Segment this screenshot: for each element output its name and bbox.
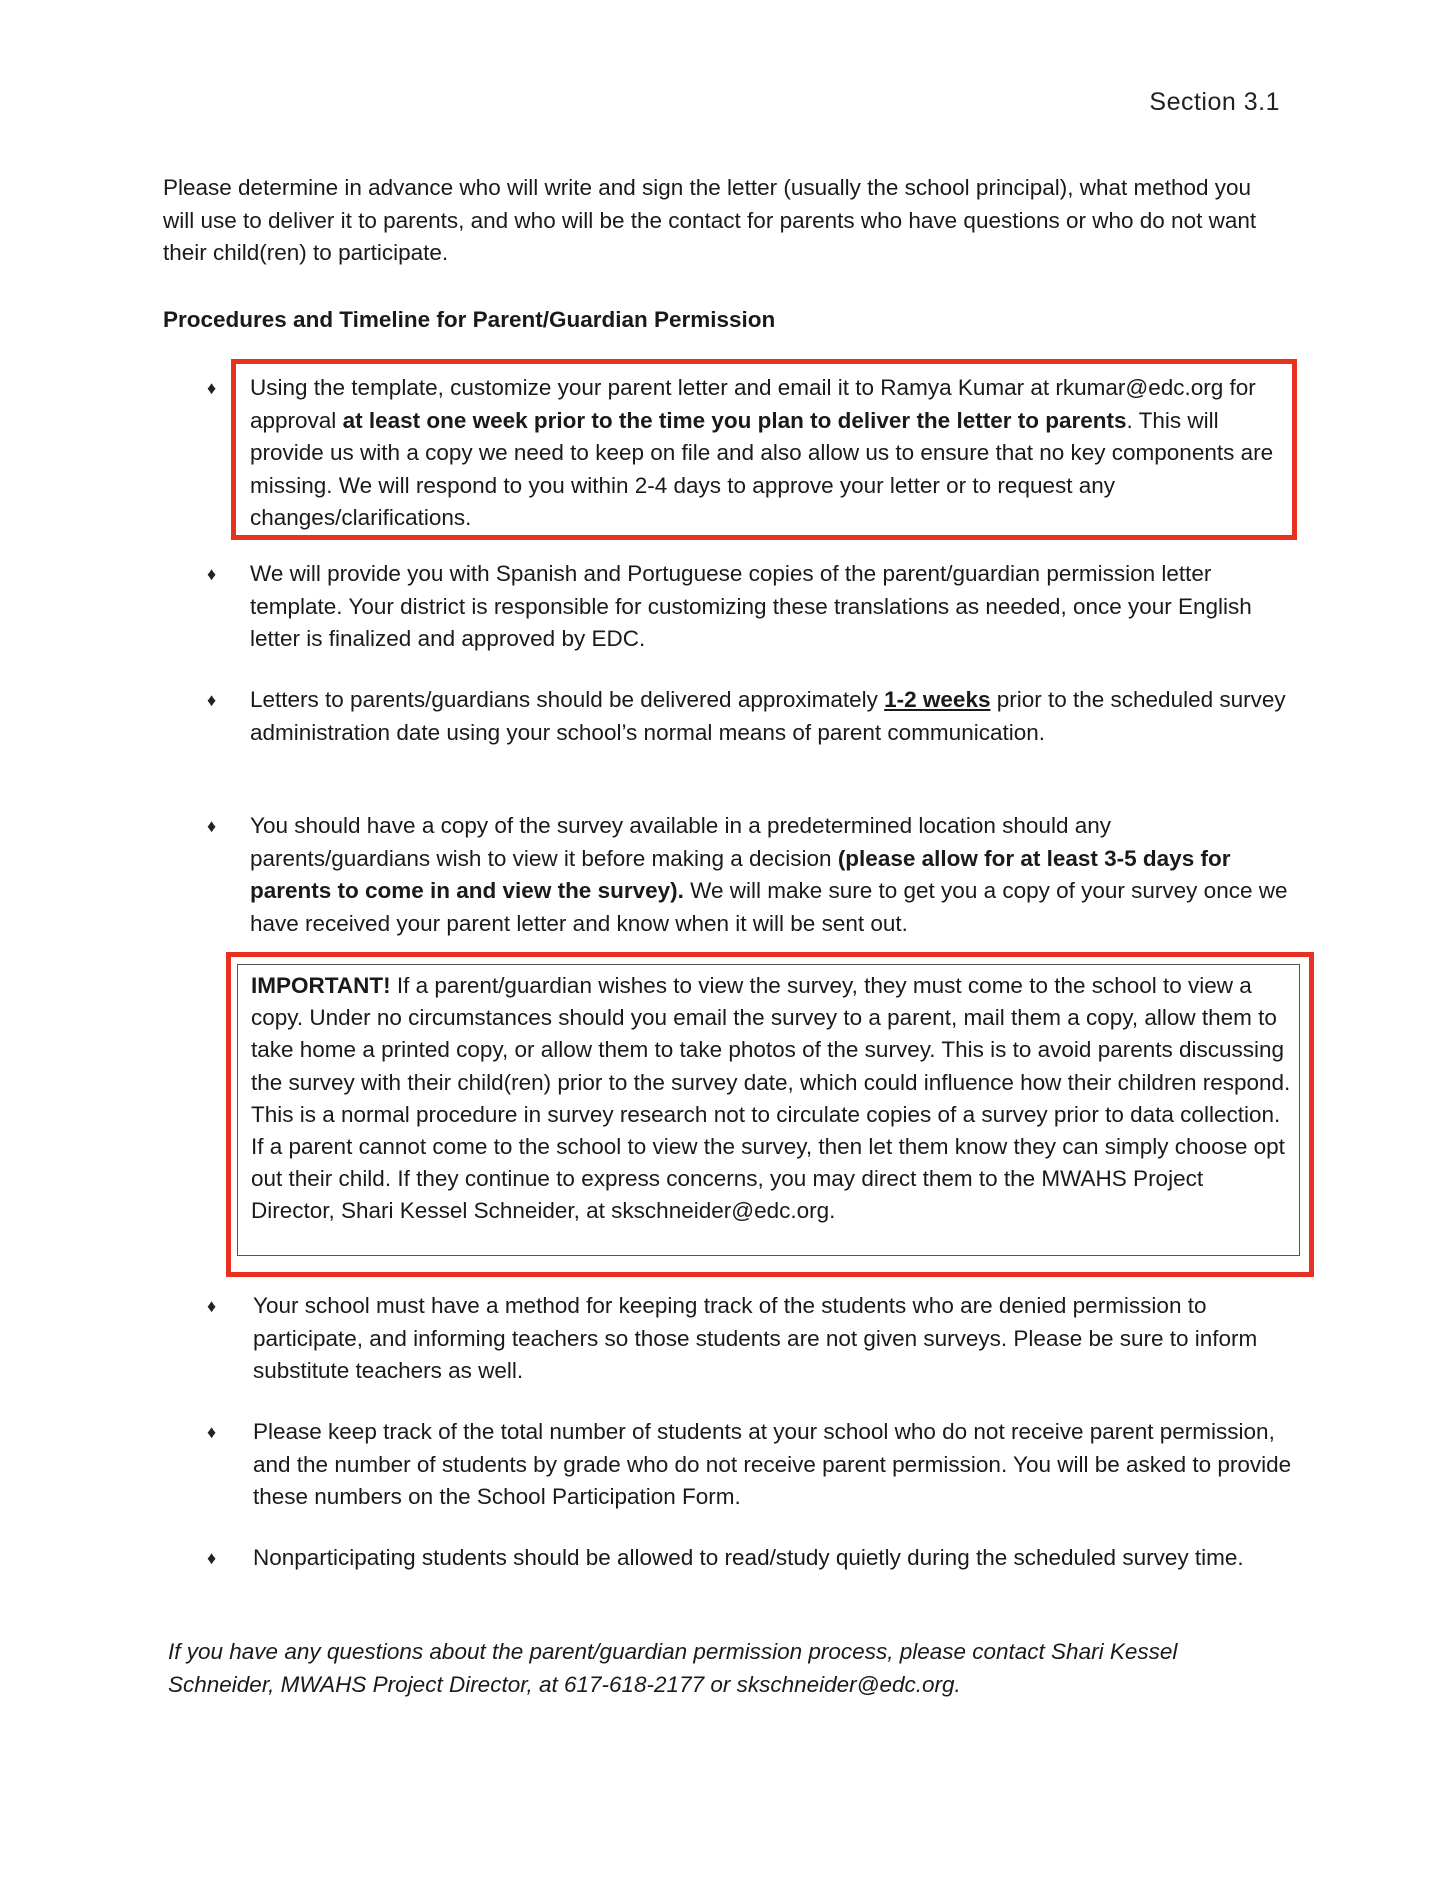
bullet-text: Nonparticipating students should be allowed to read/study quietly during the scheduled survey time.: [253, 1545, 1244, 1570]
bullet-text: Your school must have a method for keeping track of the students who are denied permission to participate, and informing teachers so those students are not given surveys. Please be sure to inform substitute teachers as well.: [253, 1293, 1258, 1383]
procedures-heading: Procedures and Timeline for Parent/Guardian Permission: [163, 307, 776, 332]
diamond-bullet-icon: ♦: [207, 1296, 217, 1316]
bullet-text: Letters to parents/guardians should be delivered approximately 1-2 weeks prior to the scheduled survey administration date using your school’s normal means of parent communication.: [250, 687, 1286, 745]
diamond-bullet-icon: ♦: [207, 378, 217, 398]
bullet-text: Please keep track of the total number of students at your school who do not receive parent permission, and the number of students by grade who do not receive parent permission. You will be asked to provide these numbers on the School Participation Form.: [253, 1419, 1292, 1509]
closing-contact-note: If you have any questions about the parent/guardian permission process, please contact Shari Kessel Schneider, MWAHS Project Director, at 617-618-2177 or skschneider@edc.org.: [168, 1639, 1178, 1697]
bullet-text: We will provide you with Spanish and Portuguese copies of the parent/guardian permission letter template. Your district is responsible for customizing these translations as needed, once your English letter is finalized and approved by EDC.: [250, 561, 1252, 651]
diamond-bullet-icon: ♦: [207, 690, 217, 710]
important-notice-text: IMPORTANT! If a parent/guardian wishes to view the survey, they must come to the school to view a copy. Under no circumstances should you email the survey to a parent, mail them a copy, allow them to take home a printed copy, or allow them to take photos of the survey. This is to avoid parents discussing the survey with their child(ren) prior to the survey date, which could influence how their children respond. This is a normal procedure in survey research not to circulate copies of a survey prior to data collection. If a parent cannot come to the school to view the survey, then let them know they can simply choose opt out their child. If they continue to express concerns, you may direct them to the MWAHS Project Director, Shari Kessel Schneider, at skschneider@edc.org.: [251, 973, 1291, 1224]
diamond-bullet-icon: ♦: [207, 564, 217, 584]
bullet-text: You should have a copy of the survey available in a predetermined location should any parents/guardians wish to view it before making a decision (please allow for at least 3-5 days for parents to come in and view the survey). We will make sure to get you a copy of your survey once we have received your parent letter and know when it will be sent out.: [250, 813, 1288, 936]
bullet-text: Using the template, customize your parent letter and email it to Ramya Kumar at rkumar@edc.org for approval at least one week prior to the time you plan to deliver the letter to parents. This will provide us with a copy we need to keep on file and also allow us to ensure that no key components are missing. We will respond to you within 2-4 days to approve your letter or to request any changes/clarifications.: [250, 375, 1274, 530]
section-label: Section 3.1: [1149, 88, 1280, 116]
diamond-bullet-icon: ♦: [207, 816, 217, 836]
intro-paragraph: Please determine in advance who will write and sign the letter (usually the school principal), what method you will use to deliver it to parents, and who will be the contact for parents who have questions or who do not want their child(ren) to participate.: [163, 175, 1257, 265]
diamond-bullet-icon: ♦: [207, 1422, 217, 1442]
diamond-bullet-icon: ♦: [207, 1548, 217, 1568]
